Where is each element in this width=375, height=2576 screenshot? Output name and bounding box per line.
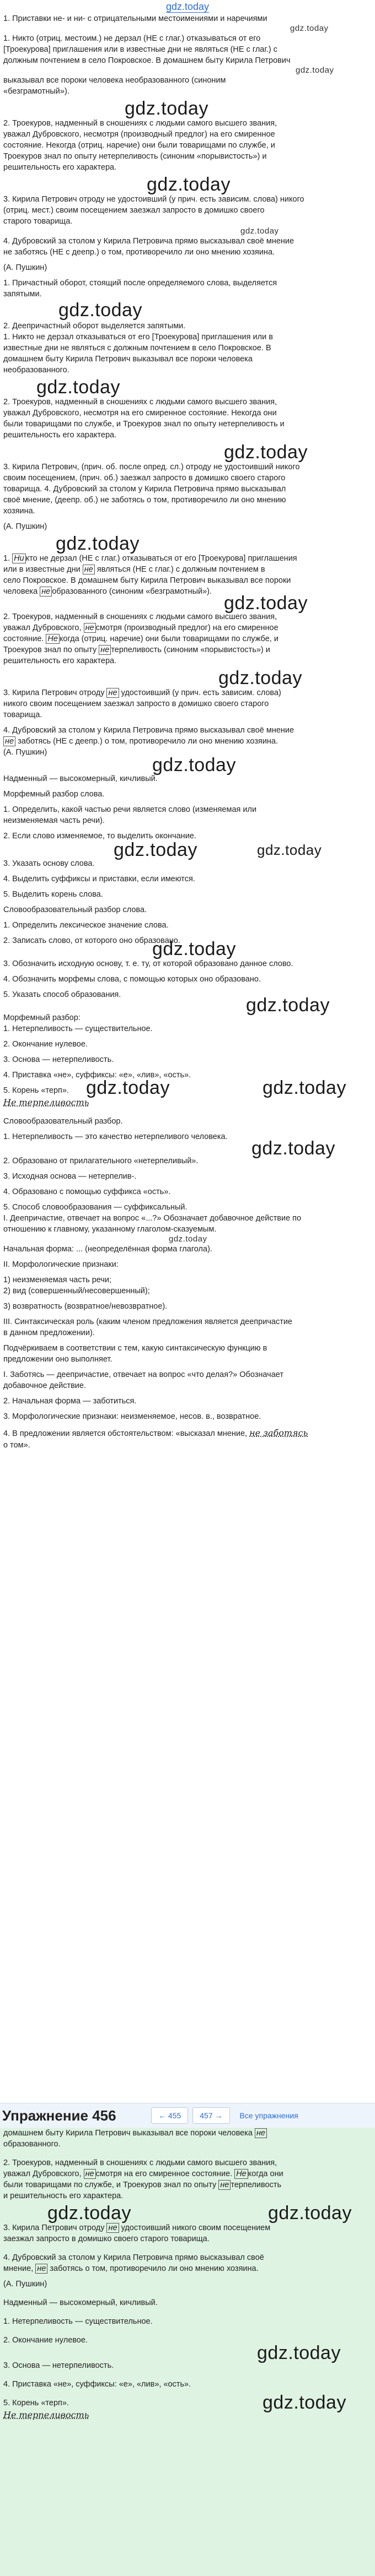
text-line: (А. Пушкин): [3, 748, 47, 757]
highlighted-particle: не: [40, 587, 52, 596]
text-line: не заботясь (НЕ с деепр.) о том, противоречило ли оно мнению хозяина.: [3, 248, 275, 257]
highlighted-particle: не: [106, 688, 119, 698]
text-line: 1. Определить лексическое значение слова.: [3, 921, 169, 930]
text-line: уважал Дубровского, не смотря (производный предлог) на его смиренное: [3, 623, 278, 632]
text-line: 4. Обозначить морфемы слова, с помощью которых оно образовано.: [3, 975, 261, 984]
text-line: уважал Дубровского, несмотря на его смиренное состояние. Некогда они: [3, 409, 277, 417]
text-line: и решительность его характера.: [3, 2192, 124, 2200]
text-line: 2. Деепричастный оборот выделяется запятыми.: [3, 322, 186, 330]
text-line: 2. Окончание нулевое.: [3, 1040, 88, 1049]
highlighted-particle: Ни: [12, 554, 26, 563]
watermark: gdz.today: [47, 2203, 131, 2224]
text-line: 3. Морфологические признаки: неизменяемое, несов. в., возвратное.: [3, 1412, 261, 1421]
answer-text-part3: [0, 2128, 375, 2576]
text-line: старого товарища.: [3, 217, 73, 226]
text-line: отношению к главному, указанному глаголом-сказуемым.: [3, 1225, 217, 1234]
watermark: gdz.today: [257, 842, 322, 858]
text-line: были товарищами по службе, и Троекуров знал по опыту не терпеливость: [3, 2181, 282, 2189]
text-line: 1. Никто не дерзал отказываться от его [Троекурова] приглашения или в: [3, 333, 273, 341]
text-line: «безграмотный»).: [3, 87, 69, 96]
watermark: gdz.today: [58, 300, 142, 321]
text-line: 2. Троекуров, надменный в сношениях с людьми самого высшего звания,: [3, 398, 277, 406]
text-line: предложении оно выполняет.: [3, 1355, 113, 1364]
watermark: gdz.today: [262, 1077, 346, 1098]
text-line: 4. Приставка «не», суффиксы: «е», «лив», «ость».: [3, 2380, 191, 2389]
text-line: (А. Пушкин): [3, 522, 47, 531]
text-line: Надменный — высокомерный, кичливый.: [3, 2298, 158, 2307]
watermark: gdz.today: [290, 24, 329, 33]
highlighted-particle: не: [218, 2180, 231, 2190]
highlighted-particle: не: [84, 623, 96, 633]
next-exercise-button[interactable]: 457 →: [192, 2107, 229, 2124]
handwritten-morpheme: Не терпеливость: [3, 2410, 89, 2420]
text-line: состояние. Некогда (отриц. наречие) они были товарищами по службе, и: [3, 141, 275, 150]
text-line: 4. Приставка «не», суффиксы: «е», «лив», «ость».: [3, 1071, 191, 1080]
text-line: 4. В предложении является обстоятельством: «высказал мнение, не заботясь: [3, 1428, 308, 1438]
text-line: [Троекурова] приглашения или в известные дни не являться (НЕ с глаг.) с: [3, 45, 278, 54]
highlighted-particle: не: [106, 2223, 119, 2233]
watermark: gdz.today: [147, 174, 231, 195]
watermark: gdz.today: [152, 939, 236, 959]
text-line: человека не образованного (синоним «безграмотный»).: [3, 587, 212, 596]
text-line: 1. Приставки не- и ни- с отрицательными местоимениями и наречиями: [3, 14, 267, 23]
text-line: домашнем быту Кирила Петрович выказывал все пороки человека: [3, 355, 253, 364]
text-line: 2. Записать слово, от которого оно образовано.: [3, 936, 180, 945]
watermark: gdz.today: [169, 1234, 207, 1244]
text-line: 3. Кирила Петрович отроду не удостоивший (у прич. есть зависим. слова): [3, 688, 281, 697]
text-line: 3. Кирила Петрович отроду не удостоивший никого своим посещением: [3, 2224, 271, 2232]
text-line: в данном предложении).: [3, 1328, 95, 1337]
prev-exercise-button[interactable]: ← 455: [151, 2107, 188, 2124]
handwritten-morpheme: Не терпеливость: [3, 1097, 89, 1108]
text-line: состояние. Не когда (отриц. наречие) они были товарищами по службе, и: [3, 634, 278, 643]
highlighted-particle: не: [255, 2128, 267, 2138]
text-line: 2) вид (совершенный/несовершенный);: [3, 1287, 150, 1295]
watermark: gdz.today: [296, 66, 334, 75]
watermark: gdz.today: [262, 2392, 346, 2413]
text-line: село Покровское. В домашнем быту Кирила Петрович выказывал все пороки: [3, 576, 291, 585]
text-line: (А. Пушкин): [3, 2280, 47, 2288]
text-line: заезжал запросто в домишко своего старого товарища.: [3, 2235, 210, 2243]
watermark: gdz.today: [152, 755, 236, 775]
text-line: Морфемный разбор слова.: [3, 790, 105, 799]
text-line: 2. Если слово изменяемое, то выделить окончание.: [3, 832, 196, 840]
text-line: добавочное действие.: [3, 1381, 86, 1390]
text-line: 1. Причастный оборот, стоящий после определяемого слова, выделяется: [3, 279, 277, 288]
all-exercises-link[interactable]: Все упражнения: [239, 2111, 298, 2120]
text-line: II. Морфологические признаки:: [3, 1260, 119, 1269]
text-line: 4. Образовано с помощью суффикса «ость».: [3, 1187, 171, 1196]
highlighted-particle: не: [35, 2264, 47, 2274]
text-line: 3. Обозначить исходную основу, т. е. ту, от которой образовано данное слово.: [3, 959, 293, 968]
text-line: решительность его характера.: [3, 431, 117, 440]
text-line: были товарищами по службе, и Троекуров знал по опыту нетерпеливость и: [3, 420, 285, 429]
text-line: товарища. 4. Дубровский за столом у Кирила Петровича прямо высказывал: [3, 485, 286, 493]
text-line: 2. Образовано от прилагательного «нетерпеливый».: [3, 1157, 199, 1165]
text-line: (отриц. мест.) своим посещением заезжал запросто в домишко своего: [3, 206, 265, 215]
text-line: I. Заботясь — деепричастие, отвечает на вопрос «что делая?» Обозначает: [3, 1370, 283, 1379]
text-line: 2. Троекуров, надменный в сношениях с людьми самого высшего звания,: [3, 612, 277, 621]
text-line: III. Синтаксическая роль (каким членом предложения является деепричастие: [3, 1317, 292, 1326]
text-line: Морфемный разбор:: [3, 1013, 81, 1022]
text-line: выказывал все пороки человека необразованного (синоним: [3, 76, 226, 85]
text-line: (А. Пушкин): [3, 263, 47, 272]
text-line: своё мнение, (деепр. об.) не заботясь о том, противоречило ли оно мнению: [3, 496, 286, 505]
watermark: gdz.today: [246, 995, 330, 1016]
text-line: домашнем быту Кирила Петрович выказывал все пороки человека не: [3, 2128, 372, 2139]
watermark: gdz.today: [251, 1138, 335, 1159]
exercise-nav-bar: [0, 2103, 375, 2128]
text-line: 5. Корень «терп».: [3, 1086, 69, 1095]
text-line: или в известные дни не являться (НЕ с глаг.) с должным почтением в: [3, 565, 265, 574]
text-line: 1. Определить, какой частью речи является слово (изменяемая или: [3, 805, 257, 814]
text-line: Словообразовательный разбор.: [3, 1117, 123, 1126]
text-line: 1. Нетерпеливость — существительное.: [3, 2317, 153, 2326]
watermark: gdz.today: [224, 442, 308, 463]
text-line: товарища.: [3, 711, 42, 719]
watermark: gdz.today: [257, 2342, 341, 2363]
watermark: gdz.today: [56, 533, 140, 554]
highlighted-particle: не: [84, 2169, 96, 2179]
site-logo-text[interactable]: gdz.today: [165, 1, 210, 12]
highlighted-particle: не: [3, 736, 15, 746]
handwritten-participle: не заботясь: [249, 1428, 308, 1438]
text-line: 2. Начальная форма — заботиться.: [3, 1397, 137, 1406]
text-line: 3. Исходная основа — нетерпелив-.: [3, 1172, 137, 1181]
text-line: уважал Дубровского, не смотря на его смиренное состояние. Не когда они: [3, 2170, 283, 2178]
text-line: 3. Основа — нетерпеливость.: [3, 1055, 114, 1064]
text-line: 2. Окончание нулевое.: [3, 2336, 88, 2345]
answer-text-part1: [0, 13, 375, 532]
text-line: о том».: [3, 1441, 30, 1450]
text-line: Начальная форма: ... (неопределённая форма глагола).: [3, 1245, 212, 1254]
highlighted-particle: Не: [234, 2169, 248, 2179]
answer-text-part2: [0, 532, 375, 1451]
watermark: gdz.today: [125, 98, 208, 119]
watermark: gdz.today: [218, 668, 302, 688]
text-line: не заботясь (НЕ с деепр.) о том, противоречило ли оно мнению хозяина.: [3, 736, 372, 747]
watermark: gdz.today: [36, 377, 120, 398]
text-line: 3. Кирила Петрович, (прич. об. после опред. сл.) отроду не удостоивший никого: [3, 463, 300, 471]
text-line: образованного.: [3, 2140, 61, 2149]
text-line: 5. Указать способ образования.: [3, 990, 121, 999]
text-line: 1) неизменяемая часть речи;: [3, 1276, 112, 1284]
text-line: 3) возвратность (возвратное/невозвратное).: [3, 1302, 168, 1311]
watermark: gdz.today: [86, 1077, 170, 1098]
text-line: никого своим посещением заезжал запросто в домишко своего старого: [3, 699, 269, 708]
watermark: gdz.today: [240, 226, 279, 236]
text-line: 5. Способ словообразования — суффиксальный.: [3, 1203, 188, 1212]
text-line: решительность его характера.: [3, 657, 117, 665]
text-line: 4. Дубровский за столом у Кирила Петровича прямо высказывал своё мнение: [3, 726, 294, 735]
text-line: 5. Выделить корень слова.: [3, 890, 103, 899]
text-line: 1. Никто (отриц. местоим.) не дерзал (НЕ с глаг.) отказываться от его: [3, 34, 261, 43]
text-line: 4. Дубровский за столом у Кирила Петровича прямо высказывал своё: [3, 2253, 264, 2262]
text-line: необразованного.: [3, 366, 69, 375]
highlighted-particle: не: [99, 645, 111, 655]
text-line: 1. Ни кто не дерзал (НЕ с глаг.) отказываться от его [Троекурова] приглашения: [3, 554, 297, 563]
highlighted-particle: Не: [46, 634, 60, 644]
text-line: 1. Нетерпеливость — существительное.: [3, 1024, 153, 1033]
text-line: Троекуров знал по опыту нетерпеливость (синоним «порывистость») и: [3, 152, 267, 161]
watermark: gdz.today: [224, 593, 308, 614]
text-line: 2. Троекуров, надменный в сношениях с людьми самого высшего звания,: [3, 119, 277, 128]
text-line: запятыми.: [3, 290, 42, 299]
text-line: известные дни не являться с должным почтением в село Покровское. В: [3, 344, 271, 352]
text-line: Надменный — высокомерный, кичливый.: [3, 774, 158, 783]
text-line: уважал Дубровского, несмотря (производный предлог) на его смиренное: [3, 130, 275, 139]
text-line: решительность его характера.: [3, 163, 117, 172]
text-line: 2. Троекуров, надменный в сношениях с людьми самого высшего звания,: [3, 2159, 277, 2167]
text-line: 3. Кирила Петрович отроду не удостоивший (у прич. есть зависим. слова) никого: [3, 195, 304, 204]
text-line: 3. Основа — нетерпеливость.: [3, 2361, 114, 2370]
text-line: своим посещением, (прич. об.) заезжал запросто в домишко своего старого: [3, 474, 286, 482]
watermark: gdz.today: [114, 839, 197, 860]
text-line: Подчёркиваем в соответствии с тем, какую синтаксическую функцию в: [3, 1344, 267, 1353]
text-line: неизменяемая часть речи).: [3, 816, 105, 825]
exercise-title: Упражнение 456: [2, 2107, 116, 2124]
text-line: 3. Указать основу слова.: [3, 859, 95, 868]
text-line: 5. Корень «терп».: [3, 2399, 69, 2407]
text-line: Словообразовательный разбор слова.: [3, 905, 147, 914]
text-line: 4. Дубровский за столом у Кирила Петровича прямо высказывал своё мнение: [3, 237, 294, 246]
text-line: 1. Нетерпеливость — это качество нетерпеливого человека.: [3, 1132, 228, 1141]
watermark: gdz.today: [268, 2203, 352, 2224]
text-line: должным почтением в село Покровское. В домашнем быту Кирила Петрович: [3, 56, 291, 65]
text-line: Троекуров знал по опыту не терпеливость (синоним «порывистость») и: [3, 646, 270, 654]
text-line: I. Деепричастие, отвечает на вопрос «...?» Обозначает добавочное действие по: [3, 1214, 302, 1223]
text-line: 4. Выделить суффиксы и приставки, если имеются.: [3, 875, 195, 883]
site-logo-top[interactable]: [0, 0, 375, 13]
text-line: хозяина.: [3, 507, 35, 516]
highlighted-particle: не: [83, 565, 95, 574]
text-line: мнение, не заботясь о том, противоречило ли оно мнению хозяина.: [3, 2264, 259, 2273]
